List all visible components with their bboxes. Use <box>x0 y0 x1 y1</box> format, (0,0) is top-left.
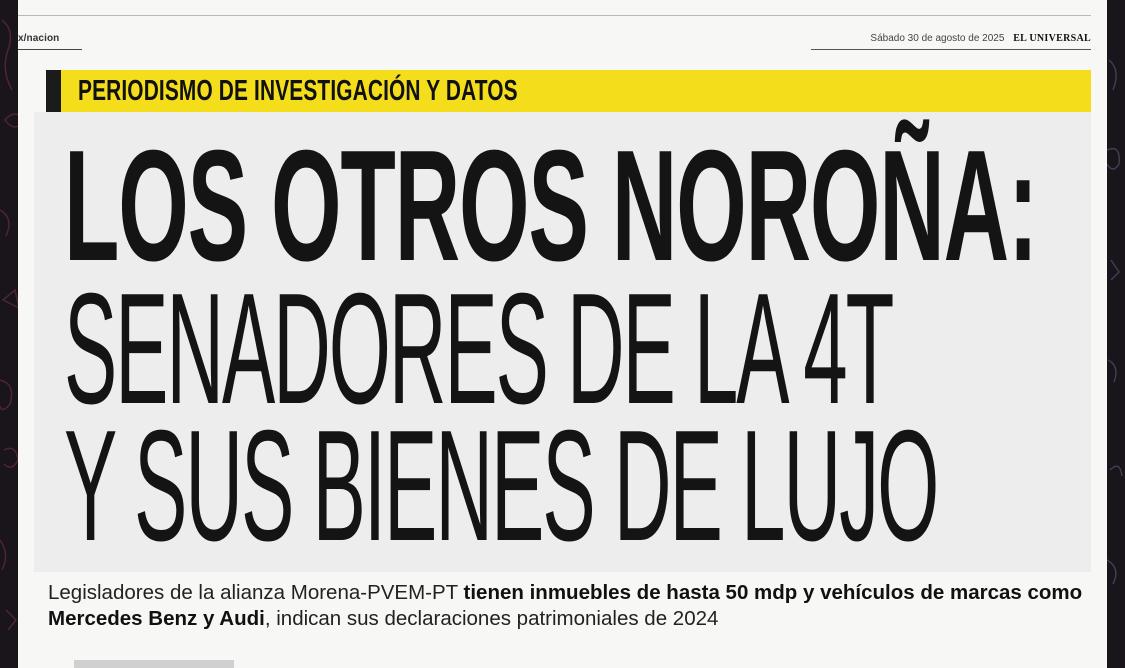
deck-summary <box>48 580 1093 632</box>
headline-line-2: SENADORES DE LA 4T <box>64 261 893 437</box>
page-date: Sábado 30 de agosto de 2025 <box>870 33 1005 44</box>
headline-line-1: LOS OTROS NOROÑA: <box>64 118 1038 294</box>
top-rule <box>18 15 1091 16</box>
headline-block <box>34 112 1091 572</box>
deck-text-tail: , indican sus declaraciones patrimoniales de 2024 <box>264 607 719 630</box>
section-tab-marker <box>46 70 61 112</box>
url-underline <box>18 49 82 50</box>
byline-cutoff <box>74 660 234 668</box>
headline-line-3: Y SUS BIENES DE LUJO <box>64 398 938 574</box>
background-doodle-right <box>1105 0 1125 668</box>
masthead: EL UNIVERSAL <box>1013 33 1091 44</box>
section-label: PERIODISMO DE INVESTIGACIÓN Y DATOS <box>78 75 518 107</box>
newspaper-page <box>18 0 1107 668</box>
folio-header <box>870 33 1091 44</box>
deck-text-bold: tienen inmuebles de hasta 50 mdp y vehículos de marcas como Mercedes Benz y Audi <box>48 581 1083 630</box>
deck-text-lead: Legisladores de la alianza Morena-PVEM-PT <box>48 581 464 604</box>
folio-underline <box>811 49 1091 50</box>
section-banner <box>46 70 1091 112</box>
page-url: x/nacion <box>18 33 60 44</box>
